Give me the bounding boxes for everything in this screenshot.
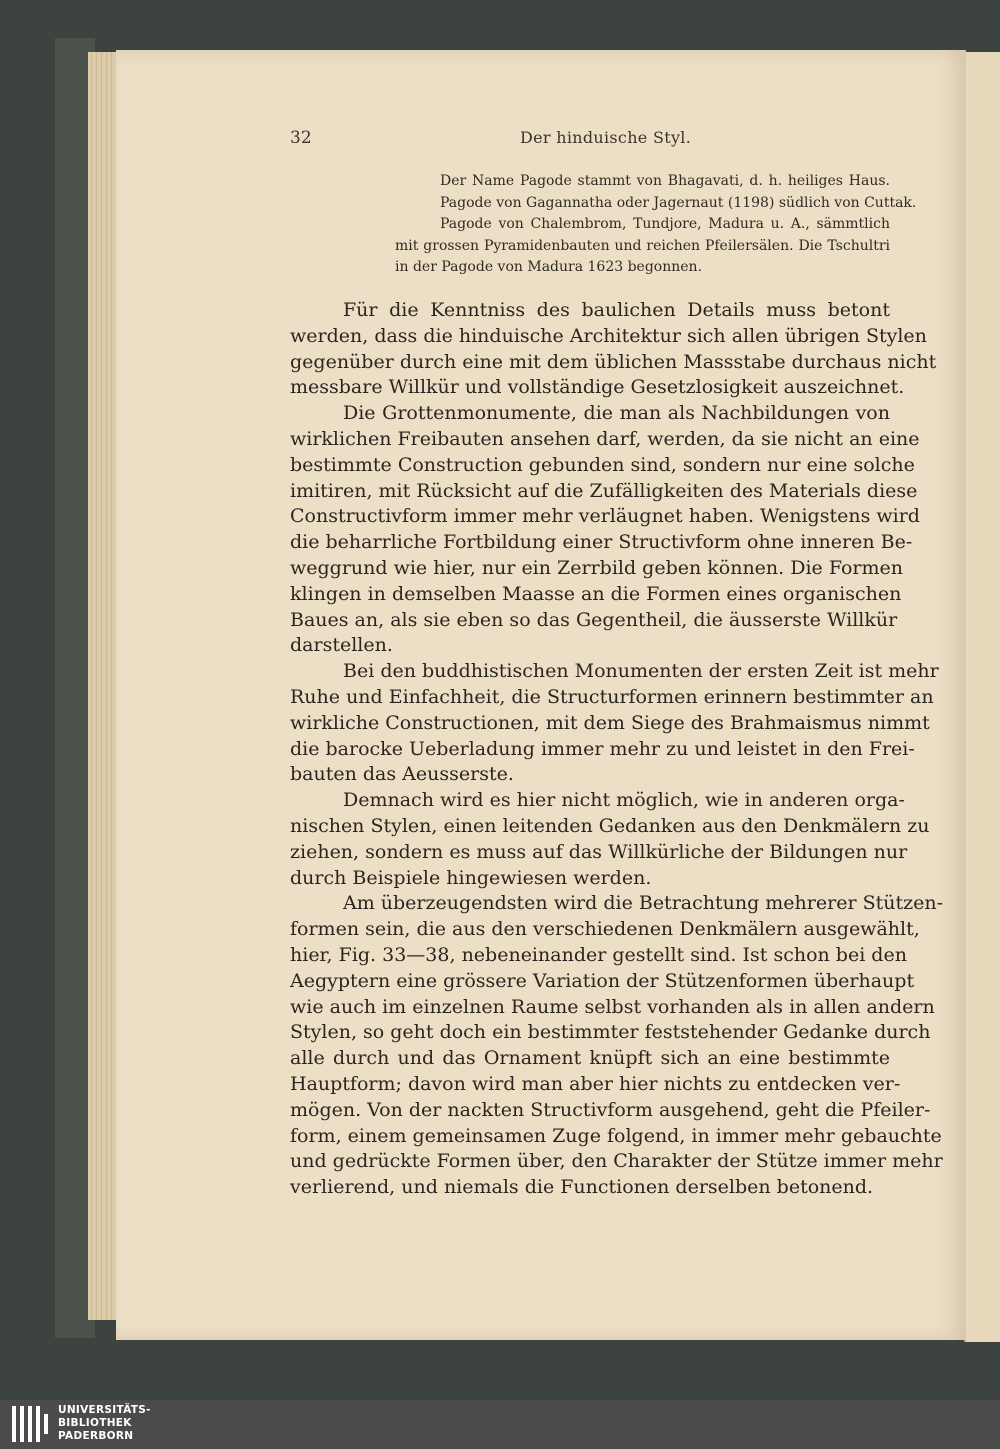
text-line: verlierend, und niemals die Functionen derselben betonend. — [290, 1176, 874, 1199]
note-line: Pagode von Chalembrom, Tundjore, Madura u. A., sämmtlich — [440, 216, 890, 232]
text-line: darstellen. — [290, 634, 393, 657]
text-line: bestimmte Construction gebunden sind, sondern nur eine solche — [290, 453, 915, 476]
body-text — [290, 298, 944, 1201]
text-line: gegenüber durch eine mit dem üblichen Massstabe durchaus nicht — [290, 350, 937, 373]
text-line: wirkliche Constructionen, mit dem Siege des Brahmaismus nimmt — [290, 711, 930, 734]
running-head: Der hinduische Styl. — [520, 128, 692, 147]
text-line: die beharrliche Fortbildung einer Structivform ohne inneren Be- — [290, 531, 913, 554]
text-line: Aegyptern eine grössere Variation der Stützenformen überhaupt — [290, 969, 915, 992]
text-line: die barocke Ueberladung immer mehr zu und leistet in den Frei- — [290, 737, 915, 760]
text-line: Baues an, als sie eben so das Gegentheil, die äusserste Willkür — [290, 608, 898, 631]
text-line: bauten das Aeusserste. — [290, 763, 514, 786]
text-line: Ruhe und Einfachheit, die Structurformen erinnern bestimmter an — [290, 685, 934, 708]
text-line: werden, dass die hinduische Architektur sich allen übrigen Stylen — [290, 324, 927, 347]
text-line: Die Grottenmonumente, die man als Nachbildungen von — [343, 402, 890, 425]
text-line: form, einem gemeinsamen Zuge folgend, in immer mehr gebauchte — [290, 1124, 942, 1147]
note-line: Der Name Pagode stammt von Bhagavati, d. h. heiliges Haus. — [440, 173, 890, 189]
text-line: Bei den buddhistischen Monumenten der ersten Zeit ist mehr — [343, 660, 939, 683]
footnote-block — [395, 171, 917, 279]
text-line: Für die Kenntniss des baulichen Details muss betont — [343, 299, 890, 321]
text-line: hier, Fig. 33—38, nebeneinander gestellt sind. Ist schon bei den — [290, 943, 907, 966]
text-line: Stylen, so geht doch ein bestimmter feststehender Gedanke durch — [290, 1021, 931, 1044]
library-logo-icon — [8, 1404, 50, 1446]
text-line: Constructivform immer mehr verläugnet haben. Wenigstens wird — [290, 505, 920, 528]
text-line: wirklichen Freibauten ansehen darf, werden, da sie nicht an eine — [290, 427, 920, 450]
logo-line: BIBLIOTHEK — [58, 1417, 132, 1429]
text-line: mögen. Von der nackten Structivform ausgehend, geht die Pfeiler- — [290, 1098, 931, 1121]
note-line: Pagode von Gagannatha oder Jagernaut (1198) südlich von Cuttak. — [440, 194, 917, 211]
text-line: und gedrückte Formen über, den Charakter der Stütze immer mehr — [290, 1150, 943, 1173]
text-line: formen sein, die aus den verschiedenen Denkmälern ausgewählt, — [290, 918, 920, 941]
text-line: weggrund wie hier, nur ein Zerrbild geben können. Die Formen — [290, 556, 904, 579]
text-line: imitiren, mit Rücksicht auf die Zufälligkeiten des Materials diese — [290, 479, 918, 502]
text-line: wie auch im einzelnen Raume selbst vorhanden als in allen andern — [290, 995, 935, 1018]
text-line: Am überzeugendsten wird die Betrachtung mehrerer Stützen- — [343, 892, 944, 915]
page-edges — [88, 52, 118, 1320]
facing-page-edge — [964, 52, 1000, 1342]
logo-line: UNIVERSITÄTS- — [58, 1404, 151, 1416]
text-line: Hauptform; davon wird man aber hier nichts zu entdecken ver- — [290, 1072, 901, 1095]
text-line: nischen Stylen, einen leitenden Gedanken aus den Denkmälern zu — [290, 814, 930, 837]
text-line: alle durch und das Ornament knüpft sich an eine bestimmte — [290, 1047, 890, 1070]
text-line: durch Beispiele hingewiesen werden. — [290, 866, 652, 889]
text-line: messbare Willkür und vollständige Gesetzlosigkeit auszeichnet. — [290, 376, 905, 399]
text-line: ziehen, sondern es muss auf das Willkürliche der Bildungen nur — [290, 840, 908, 863]
text-line: Demnach wird es hier nicht möglich, wie in anderen orga- — [343, 789, 905, 812]
note-line: mit grossen Pyramidenbauten und reichen Pfeilersälen. Die Tschultri — [395, 237, 890, 254]
logo-line: PADERBORN — [58, 1430, 134, 1442]
note-line: in der Pagode von Madura 1623 begonnen. — [395, 259, 703, 275]
library-logo-text — [58, 1404, 151, 1443]
page-number: 32 — [290, 128, 312, 148]
text-line: klingen in demselben Maasse an die Formen eines organischen — [290, 582, 902, 605]
